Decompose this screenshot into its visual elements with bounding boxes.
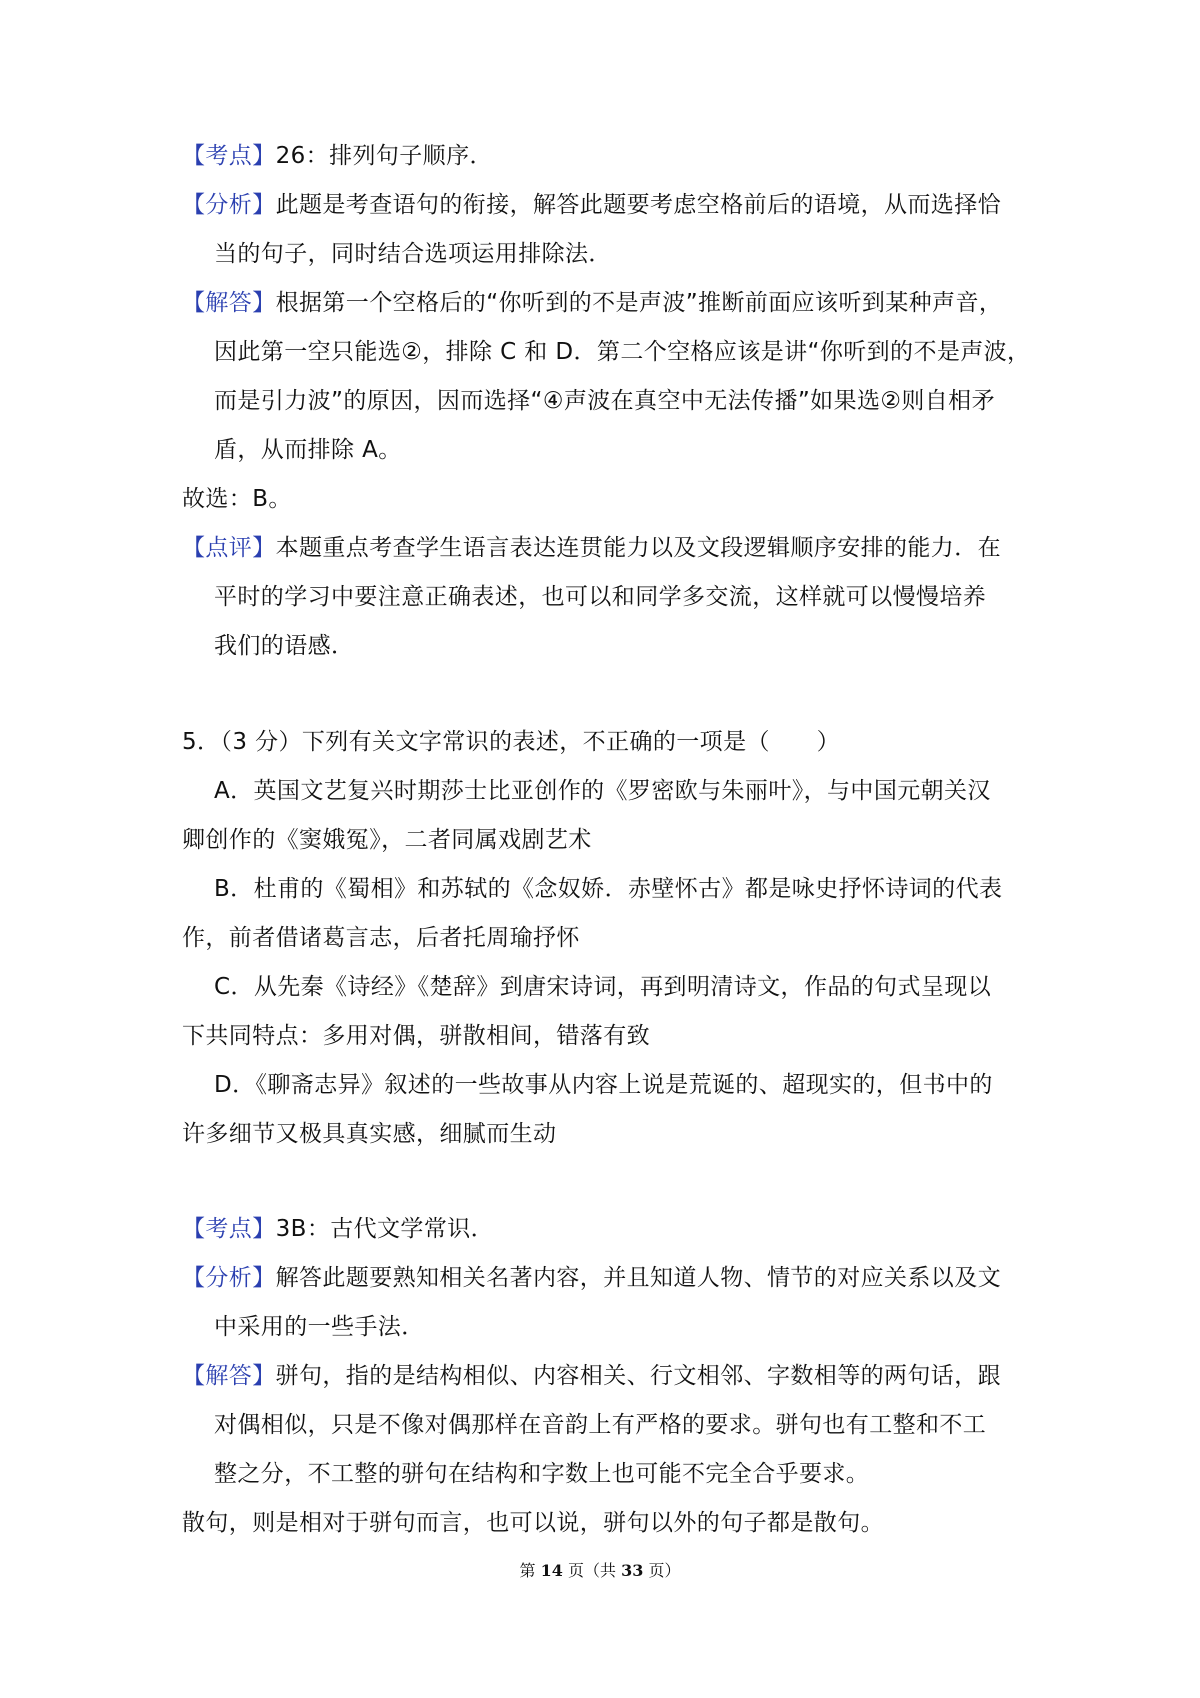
dianping-line [182, 533, 1001, 563]
footer-total-pages: 33 [621, 1561, 644, 1580]
option-a-cont: 卿创作的《窦娥冤》，二者同属戏剧艺术 [182, 827, 592, 853]
jieda-cont: 而是引力波”的原因，因而选择“④声波在真空中无法传播”如果选②则自相矛 [214, 388, 995, 414]
jieda-cont: 对偶相似，只是不像对偶那样在音韵上有严格的要求。骈句也有工整和不工 [214, 1412, 987, 1438]
jieda-line [182, 288, 1002, 318]
option-d: D．《聊斋志异》叙述的一些故事从内容上说是荒诞的、超现实的，但书中的 [214, 1072, 993, 1098]
kaodian-line [182, 1214, 494, 1244]
option-a: A．英国文艺复兴时期莎士比亚创作的《罗密欧与朱丽叶》，与中国元朝关汉 [214, 778, 991, 804]
dianping-text: 本题重点考查学生语言表达连贯能力以及文段逻辑顺序安排的能力．在 [275, 535, 1002, 561]
footer-prefix: 第 [519, 1561, 541, 1580]
fenxi-cont: 中采用的一些手法． [214, 1314, 425, 1340]
footer-suffix: 页） [643, 1561, 681, 1580]
option-b: B．杜甫的《蜀相》和苏轼的《念奴娇．赤壁怀古》都是咏史抒怀诗词的代表 [214, 876, 1003, 902]
fenxi-text: 此题是考查语句的衔接，解答此题要考虑空格前后的语境，从而选择恰 [275, 192, 1002, 218]
jieda-cont: 盾，从而排除 A。 [214, 437, 402, 463]
footer-page-number: 14 [540, 1561, 563, 1580]
kaodian-label: 【考点】 [182, 1216, 276, 1242]
question-stem: 5．（3 分）下列有关文字常识的表述，不正确的一项是（ ） [182, 729, 841, 755]
kaodian-label: 【考点】 [182, 143, 276, 169]
page-footer [0, 1560, 1200, 1582]
jieda-text: 骈句，指的是结构相似、内容相关、行文相邻、字数相等的两句话，跟 [275, 1363, 1002, 1389]
option-c: C．从先秦《诗经》《楚辞》到唐宋诗词，再到明清诗文，作品的句式呈现以 [214, 974, 992, 1000]
option-d-cont: 许多细节又极具真实感，细腻而生动 [182, 1121, 557, 1147]
kaodian-text: 26：排列句子顺序． [275, 143, 493, 169]
fenxi-text: 解答此题要熟知相关名著内容，并且知道人物、情节的对应关系以及文 [275, 1265, 1002, 1291]
fenxi-line [182, 1263, 1001, 1293]
jieda-cont: 因此第一空只能选②，排除 C 和 D．第二个空格应该是讲“你听到的不是声波， [214, 339, 1031, 365]
kaodian-line [182, 141, 493, 171]
dianping-cont: 平时的学习中要注意正确表述，也可以和同学多交流，这样就可以慢慢培养 [214, 584, 987, 610]
fenxi-line [182, 190, 1001, 220]
dianping-cont: 我们的语感． [214, 633, 355, 659]
jieda-cont: 整之分，不工整的骈句在结构和字数上也可能不完全合乎要求。 [214, 1461, 870, 1487]
dianping-label: 【点评】 [182, 535, 276, 561]
jieda-label: 【解答】 [182, 290, 276, 316]
footer-middle: 页（共 [562, 1561, 622, 1580]
sanju-line: 散句，则是相对于骈句而言，也可以说，骈句以外的句子都是散句。 [182, 1510, 884, 1536]
jieda-label: 【解答】 [182, 1363, 276, 1389]
jieda-text: 根据第一个空格后的“你听到的不是声波”推断前面应该听到某种声音， [275, 290, 1003, 316]
answer-line: 故选：B。 [182, 486, 292, 512]
fenxi-label: 【分析】 [182, 1265, 276, 1291]
option-c-cont: 下共同特点：多用对偶，骈散相间，错落有致 [182, 1023, 650, 1049]
fenxi-cont: 当的句子，同时结合选项运用排除法． [214, 241, 612, 267]
option-b-cont: 作，前者借诸葛言志，后者托周瑜抒怀 [182, 925, 580, 951]
fenxi-label: 【分析】 [182, 192, 276, 218]
jieda-line [182, 1361, 1001, 1391]
kaodian-text: 3B：古代文学常识． [275, 1216, 495, 1242]
